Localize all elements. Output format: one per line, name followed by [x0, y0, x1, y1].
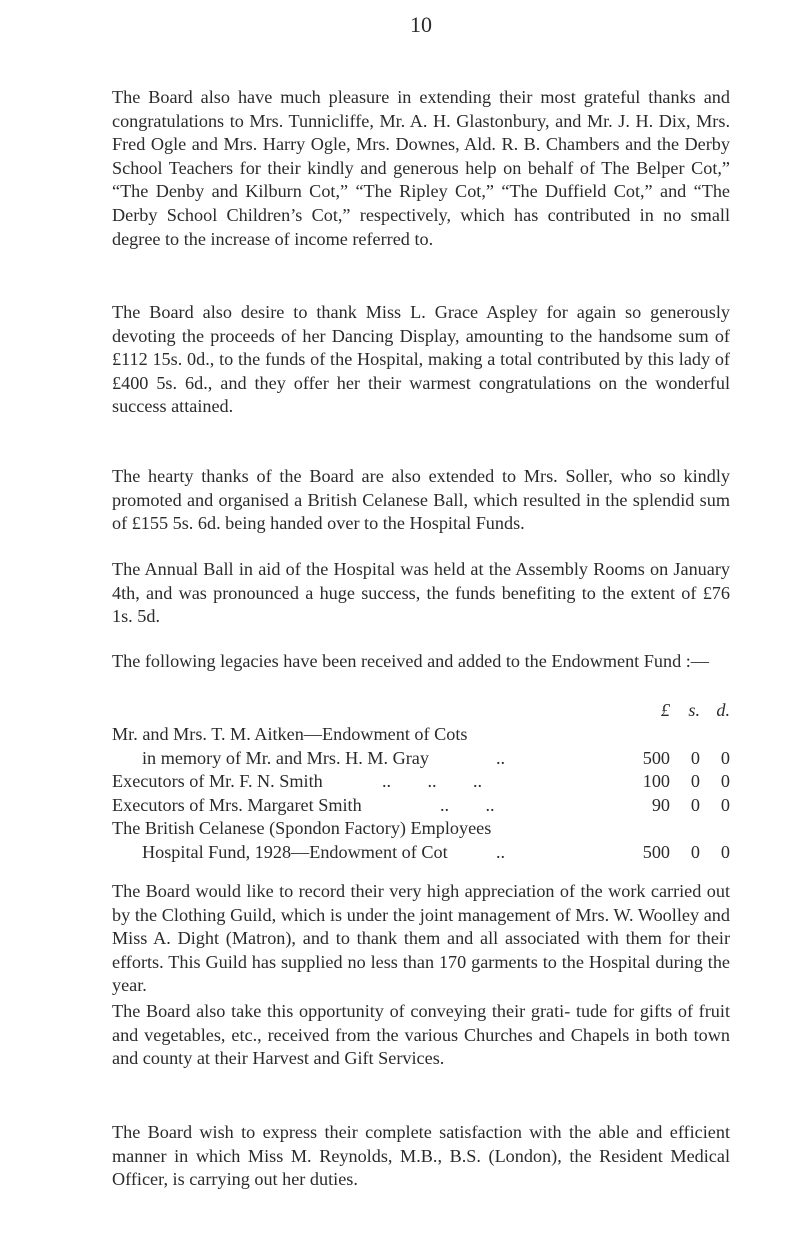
legacy-pounds: 500	[642, 841, 670, 862]
legacy-pence: 0	[720, 794, 730, 815]
legacy-shillings: 0	[690, 841, 700, 862]
legacy-description-continued: in memory of Mr. and Mrs. H. M. Gray	[142, 747, 429, 768]
legacy-pence: 0	[720, 771, 730, 792]
legacy-description: The British Celanese (Spondon Factory) Employees	[112, 818, 492, 839]
legacy-row-continued	[112, 841, 730, 865]
paragraph-thanks-cots: The Board also have much pleasure in extending their most grateful thanks and congratulations to Mrs. Tunnicliffe, Mr. A. H. Glastonbury, and Mr. J. H. Dix, Mrs. Fred Ogle and Mrs. Harry Ogle, Mrs. Downes, Ald. R. B. Chambers and the Derby School Teachers for their kindly and generous help on behalf of The Belper Cot,” “The Denby and Kilburn Cot,” “The Ripley Cot,” “The Duffield Cot,” and “The Derby School Children’s Cot,” respectively, which has contributed in no small degree to the increase of income referred to.	[112, 87, 730, 249]
header-shillings: s.	[688, 700, 700, 720]
leader-dots: ..	[496, 841, 506, 862]
legacy-row	[112, 723, 730, 747]
legacy-description: Executors of Mrs. Margaret Smith	[112, 794, 362, 815]
header-pounds: £	[660, 700, 670, 720]
page-number: 10	[410, 12, 432, 37]
paragraph-harvest-gifts: The Board also take this opportunity of conveying their grati- tude for gifts of fruit and vegetables, etc., received from the various Churches and Chapels in both town and county at their Harvest and Gift Services.	[112, 1001, 730, 1069]
legacy-description: Mr. and Mrs. T. M. Aitken—Endowment of Cots	[112, 724, 468, 744]
legacy-shillings: 0	[690, 747, 700, 768]
legacy-row	[112, 794, 730, 818]
paragraph-annual-ball: The Annual Ball in aid of the Hospital was held at the Assembly Rooms on January 4th, and was pronounced a huge success, the funds benefiting to the extent of £76 1s. 5d.	[112, 559, 730, 627]
legacy-pounds: 500	[642, 747, 670, 768]
legacy-pounds: 100	[642, 771, 670, 792]
paragraph-clothing-guild: The Board would like to record their very high appreciation of the work carried out by the Clothing Guild, which is under the joint management of Mrs. W. Woolley and Miss A. Dight (Matron), and to thank them and all associated with them for their efforts. This Guild has supplied no less than 170 garments to the Hospital during the year.	[112, 881, 730, 996]
legacy-description: Executors of Mr. F. N. Smith	[112, 771, 323, 792]
leader-dots: .. ..	[440, 794, 495, 815]
legacy-row-continued	[112, 747, 730, 771]
legacy-row	[112, 817, 730, 841]
legacy-pence: 0	[720, 747, 730, 768]
leader-dots: .. .. ..	[382, 771, 483, 792]
legacy-row	[112, 770, 730, 794]
legacy-shillings: 0	[690, 794, 700, 815]
paragraph-thanks-aspley: The Board also desire to thank Miss L. Grace Aspley for again so generously devoting the proceeds of her Dancing Display, amounting to the handsome sum of £112 15s. 0d., to the funds of the Hospital, making a total contributed by this lady of £400 5s. 6d., and they offer her their warmest congratulations on the wonderful success attained.	[112, 302, 730, 417]
header-pence: d.	[716, 700, 730, 720]
legacies-table	[112, 699, 730, 865]
legacy-description-continued: Hospital Fund, 1928—Endowment of Cot	[142, 841, 448, 862]
legacy-pence: 0	[720, 841, 730, 862]
legacies-header	[112, 699, 730, 723]
paragraph-medical-officer: The Board wish to express their complete satisfaction with the able and efficient manner in which Miss M. Reynolds, M.B., B.S. (London), the Resident Medical Officer, is carrying out her duties.	[112, 1122, 730, 1190]
paragraph-legacies-intro: The following legacies have been received and added to the Endowment Fund :—	[112, 651, 709, 671]
leader-dots: ..	[496, 747, 506, 768]
legacy-shillings: 0	[690, 771, 700, 792]
paragraph-thanks-soller: The hearty thanks of the Board are also extended to Mrs. Soller, who so kindly promoted and organised a British Celanese Ball, which resulted in the splendid sum of £155 5s. 6d. being handed over to the Hospital Funds.	[112, 466, 730, 534]
legacy-pounds: 90	[651, 794, 670, 815]
